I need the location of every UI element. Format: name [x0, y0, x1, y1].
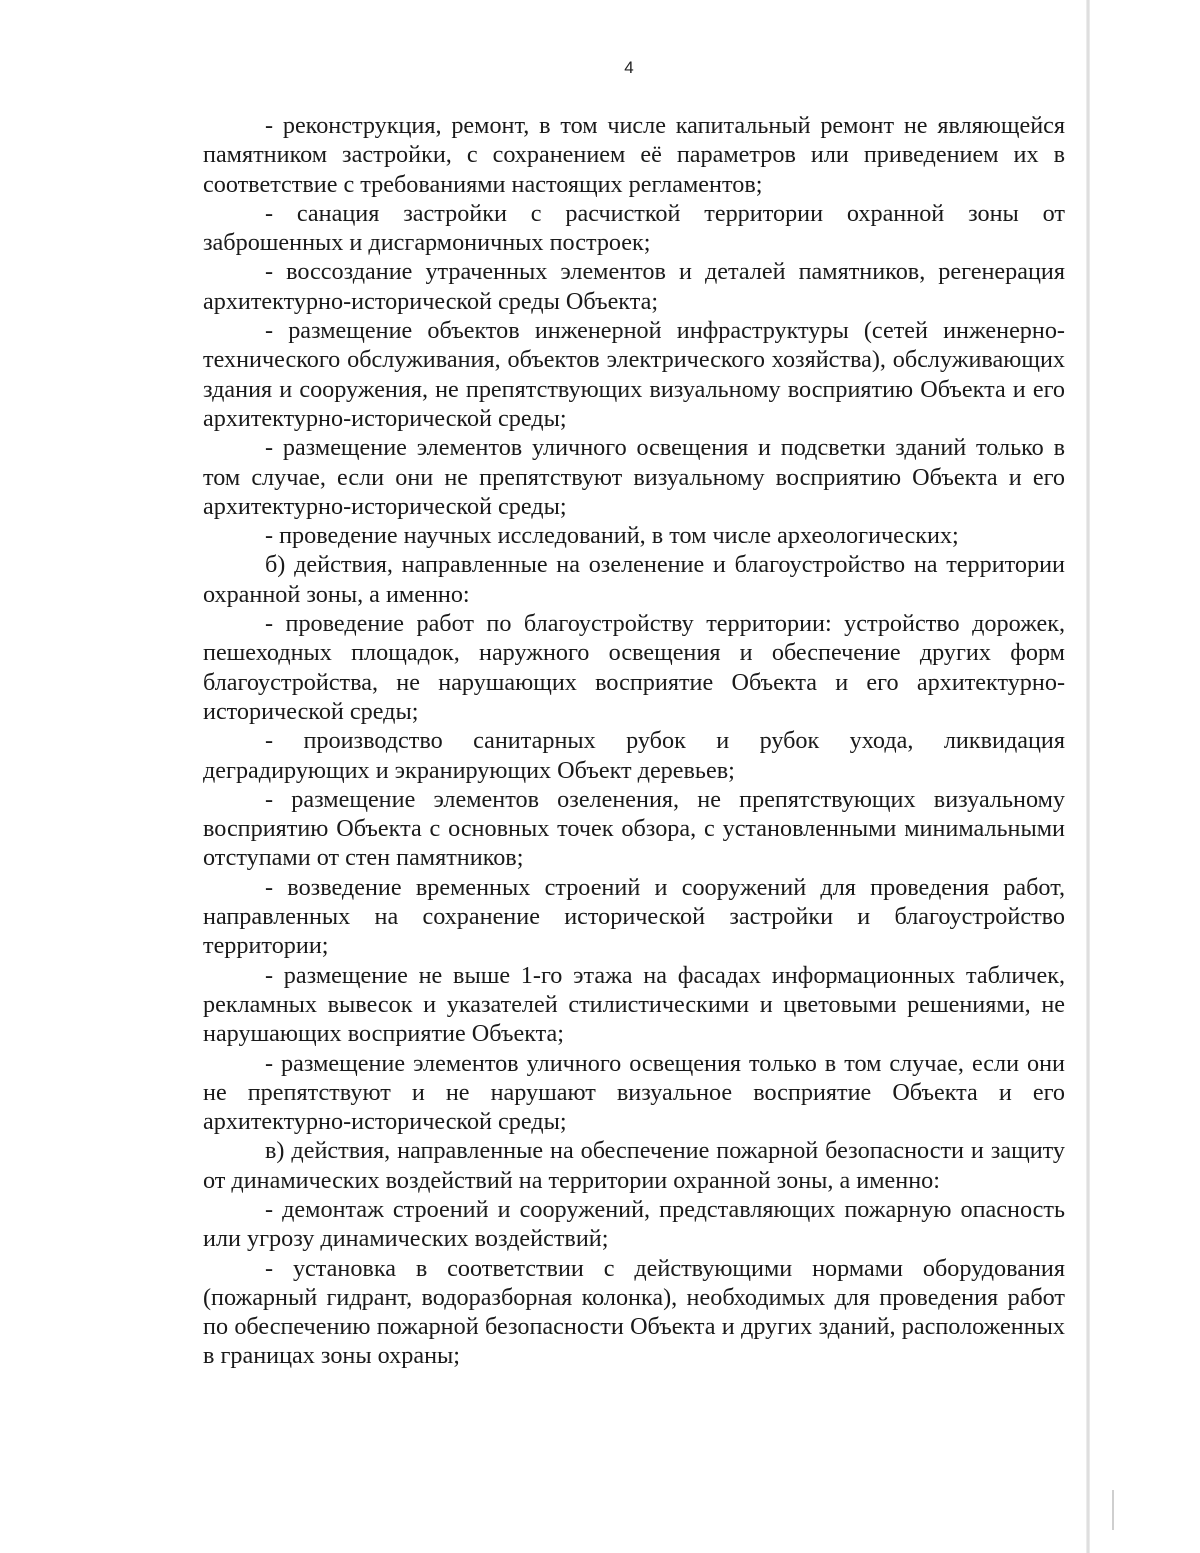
- paragraph-temporary-buildings: - возведение временных строений и сооружений для проведения работ, направленных на сохранение исторической застройки и благоустройство территории;: [203, 873, 1065, 960]
- paragraph-section-b: б) действия, направленные на озеленение и благоустройство на территории охранной зоны, а именно:: [203, 551, 1065, 608]
- page-number: 4: [624, 58, 634, 77]
- paragraph-street-lighting: - размещение элементов уличного освещения только в том случае, если они не препятствуют и не нарушают визуальное восприятие Объекта и его архитектурно-исторической среды;: [203, 1049, 1065, 1136]
- paragraph-fire-equipment: - установка в соответствии с действующими нормами оборудования (пожарный гидрант, водоразборная колонка), необходимых для проведения работ по обеспечению пожарной безопасности Объекта и других зданий, расположенных в границах зоны охраны;: [203, 1254, 1065, 1370]
- paragraph-lighting: - размещение элементов уличного освещения и подсветки зданий только в том случае, если они не препятствуют визуальному восприятию Объекта и его архитектурно-исторической среды;: [203, 434, 1065, 520]
- paragraph-demolition: - демонтаж строений и сооружений, представляющих пожарную опасность или угрозу динамических воздействий;: [203, 1195, 1065, 1253]
- paragraph-recreation: - воссоздание утраченных элементов и деталей памятников, регенерация архитектурно-исторической среды Объекта;: [203, 258, 1065, 315]
- paragraph-infrastructure: - размещение объектов инженерной инфраструктуры (сетей инженерно-технического обслуживания, объектов электрического хозяйства), обслуживающих здания и сооружения, не препятствующих визуальному восприятию Объекта и его архитектурно-исторической среды;: [203, 317, 1065, 432]
- paragraph-section-v: в) действия, направленные на обеспечение пожарной безопасности и защиту от динамических воздействий на территории охранной зоны, а именно:: [203, 1137, 1065, 1194]
- paragraph-reconstruction: - реконструкция, ремонт, в том числе капитальный ремонт не являющейся памятником застройки, с сохранением её параметров или приведением их в соответствие с требованиями настоящих регламентов;: [203, 112, 1065, 198]
- paragraph-research: - проведение научных исследований, в том числе археологических;: [265, 522, 959, 550]
- scan-edge-mark: [1112, 1490, 1114, 1530]
- paragraph-felling: - производство санитарных рубок и рубок ухода, ликвидация деградирующих и экранирующих Объект деревьев;: [203, 727, 1065, 784]
- paragraph-signage: - размещение не выше 1-го этажа на фасадах информационных табличек, рекламных вывесок и указателей стилистическими и цветовыми решениями, не нарушающих восприятие Объекта;: [203, 961, 1065, 1048]
- paragraph-landscaping: - проведение работ по благоустройству территории: устройство дорожек, пешеходных площадок, наружного освещения и обеспечение других форм благоустройства, не нарушающих восприятие Объекта и его архитектурно-исторической среды;: [203, 610, 1065, 725]
- paragraph-sanitation: - санация застройки с расчисткой территории охранной зоны от заброшенных и дисгармоничных построек;: [203, 199, 1065, 257]
- document-body: [203, 111, 1065, 1371]
- paragraph-greenery: - размещение элементов озеленения, не препятствующих визуальному восприятию Объекта с основных точек обзора, с установленными минимальными отступами от стен памятников;: [203, 785, 1065, 872]
- scan-page-edge: [1086, 0, 1090, 1553]
